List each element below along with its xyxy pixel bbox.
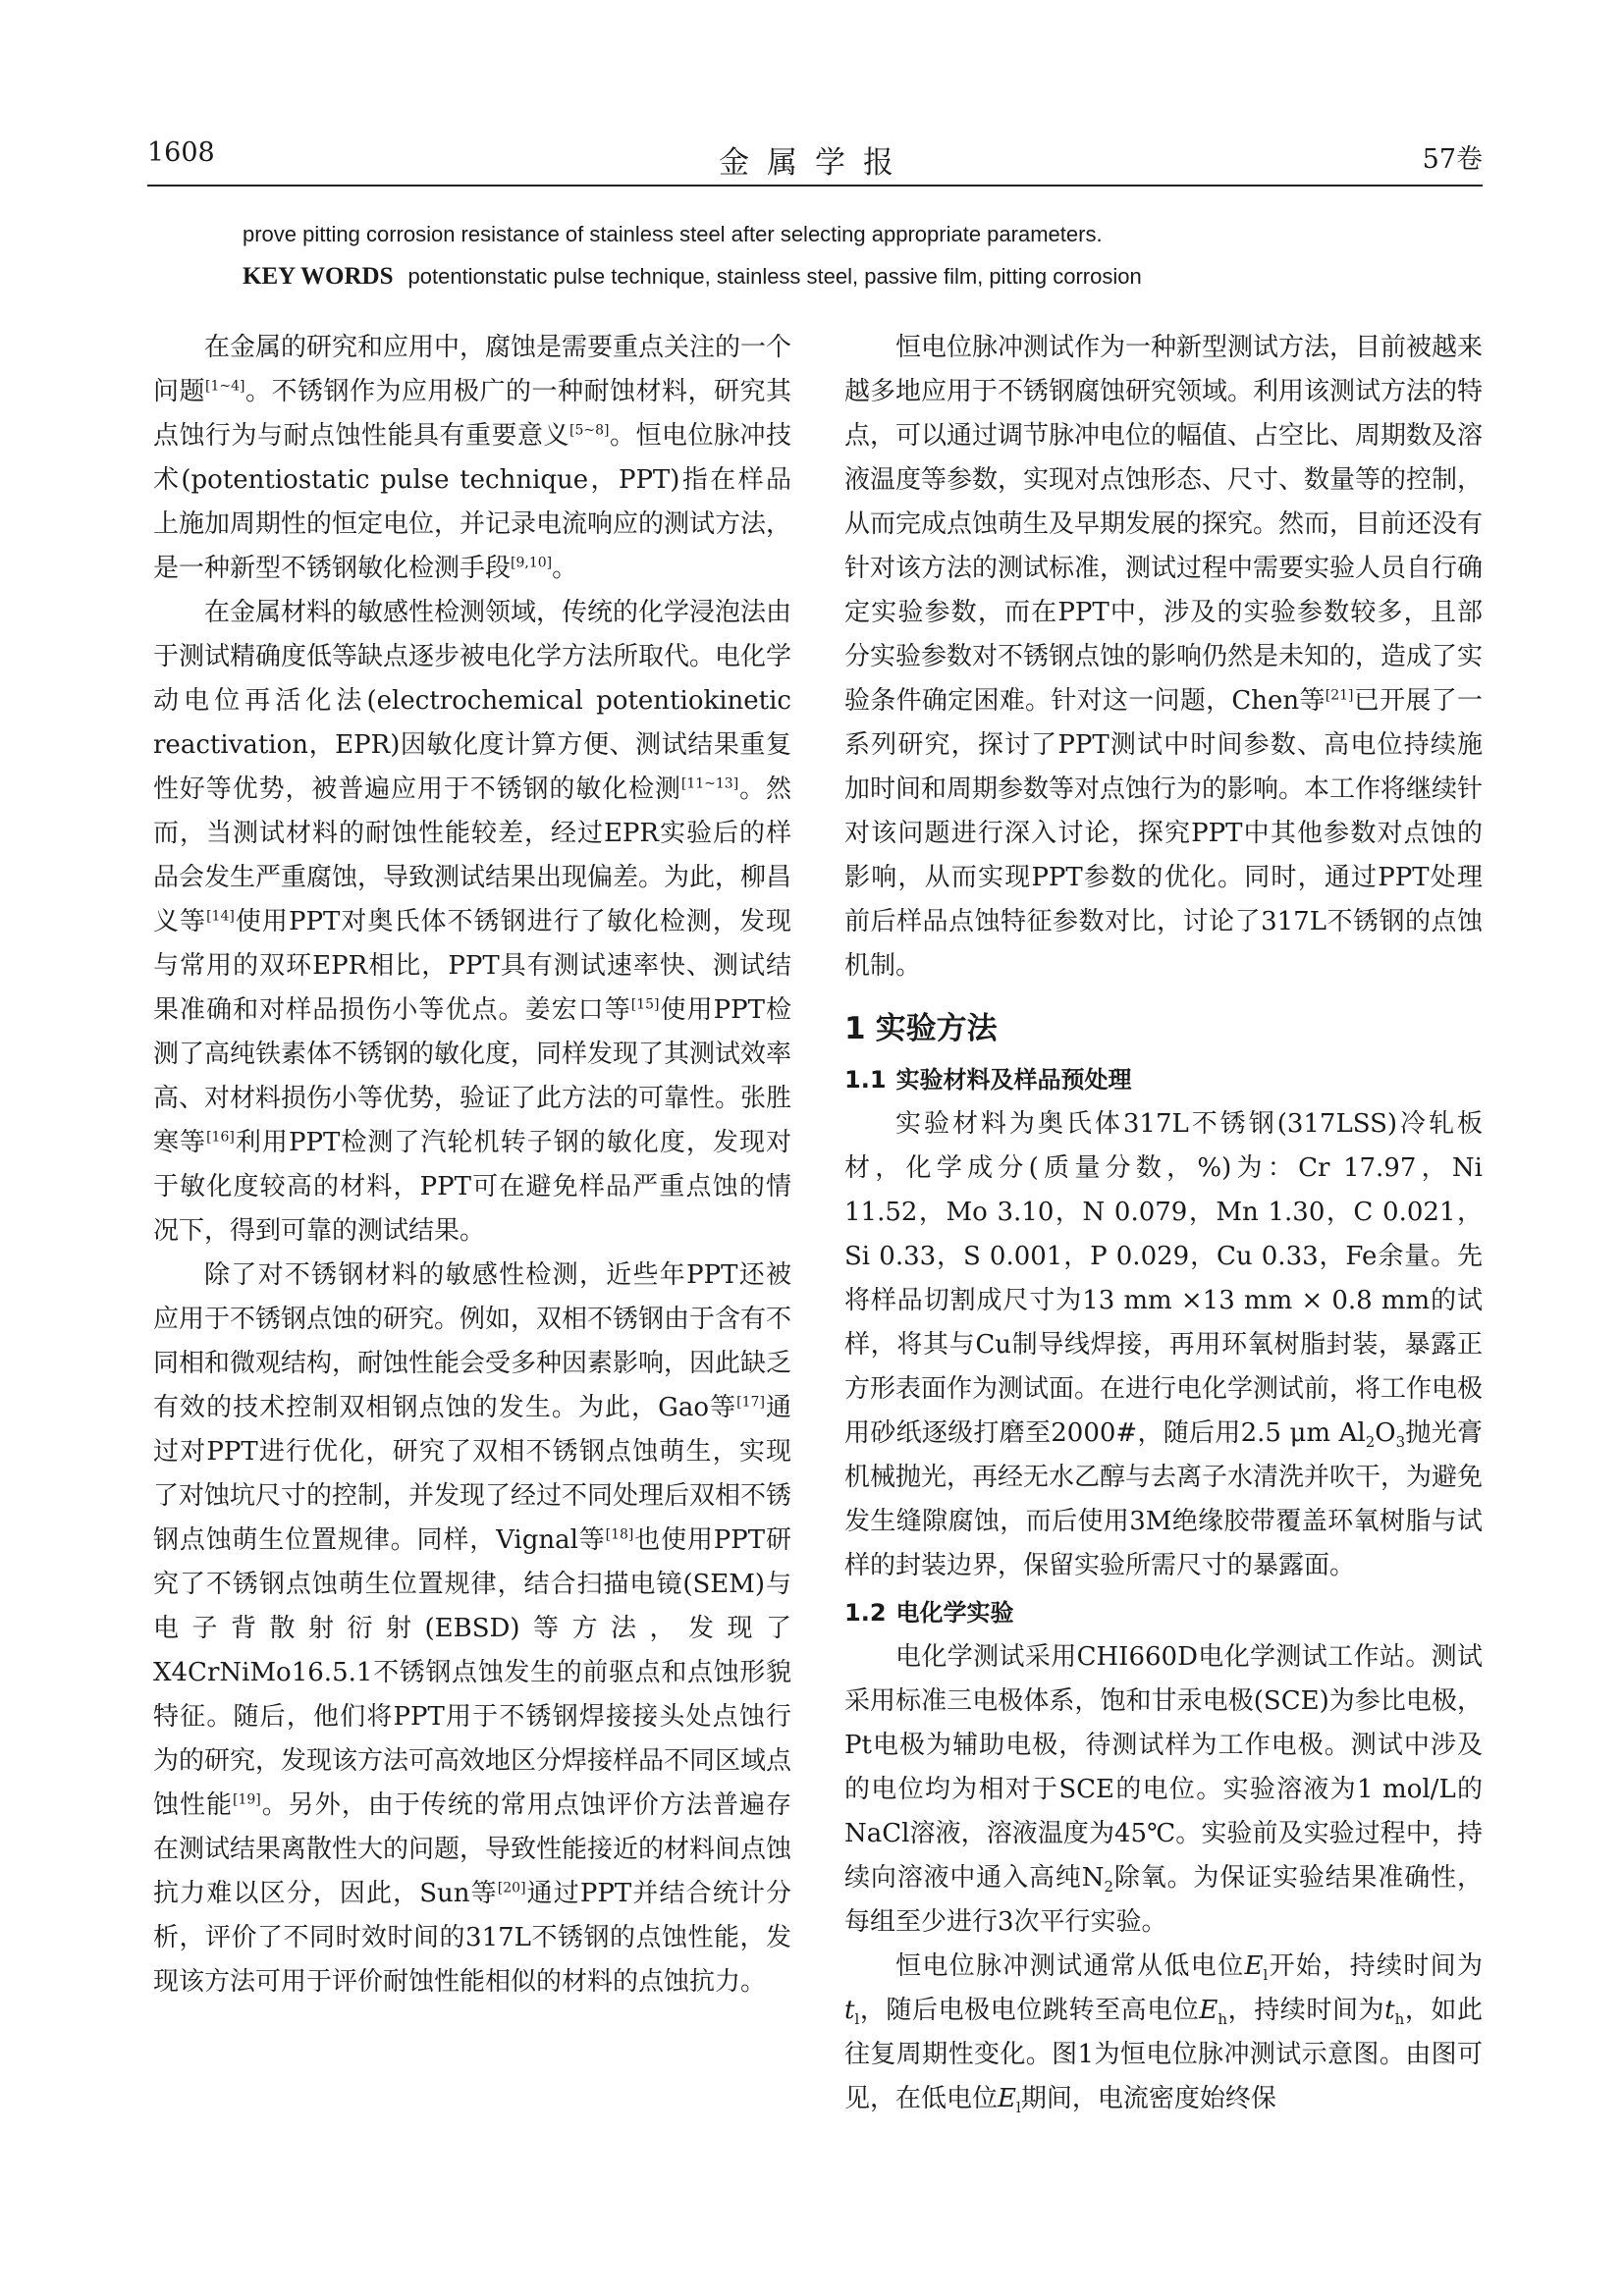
citation: [16]: [206, 1129, 235, 1146]
citation: [19]: [233, 1791, 261, 1808]
paragraph: 恒电位脉冲测试作为一种新型测试方法，目前被越来越多地应用于不锈钢腐蚀研究领域。利用该测试方法的特点，可以通过调节脉冲电位的幅值、占空比、周期数及溶液温度等参数，实现对点蚀形态、尺寸、数量等的控制，从而完成点蚀萌生及早期发展的探究。然而，目前还没有针对该方法的测试标准，测试过程中需要实验人员自行确定实验参数，而在PPT中，涉及的实验参数较多，且部分实验参数对不锈钢点蚀的影响仍然是未知的，造成了实验条件确定困难。针对这一问题，Chen等[21]已开展了一系列研究，探讨了PPT测试中时间参数、高电位持续施加时间和周期参数等对点蚀行为的影响。本工作将继续针对该问题进行深入讨论，探究PPT中其他参数对点蚀的影响，从而实现PPT参数的优化。同时，通过PPT处理前后样品点蚀特征参数对比，讨论了317L不锈钢的点蚀机制。: [844, 333, 1484, 981]
keywords-label: KEY WORDS: [243, 263, 394, 290]
citation: [18]: [605, 1526, 634, 1543]
subsection-heading: 1.1 实验材料及样品预处理: [844, 1066, 1132, 1094]
section-heading: 1 实验方法: [844, 1011, 998, 1046]
paragraph: 在金属材料的敏感性检测领域，传统的化学浸泡法由于测试精确度低等缺点逐步被电化学方法所取代。电化学动电位再活化法(electrochemical potentiokinetic reactivation，EPR)因敏化度计算方便、测试结果重复性好等优势，被普遍应用于不锈钢的敏化检测[11~13]。然而，当测试材料的耐蚀性能较差，经过EPR实验后的样品会发生严重腐蚀，导致测试结果出现偏差。为此，柳昌义等[14]使用PPT对奥氏体不锈钢进行了敏化检测，发现与常用的双环EPR相比，PPT具有测试速率快、测试结果准确和对样品损伤小等优点。姜宏口等[15]使用PPT检测了高纯铁素体不锈钢的敏化度，同样发现了其测试效率高、对材料损伤小等优势，验证了此方法的可靠性。张胜寒等[16]利用PPT检测了汽轮机转子钢的敏化度，发现对于敏化度较高的材料，PPT可在避免样品严重点蚀的情况下，得到可靠的测试结果。: [153, 598, 792, 1246]
paragraph: 恒电位脉冲测试通常从低电位$E_l$开始，持续时间为$t_l$，随后电极电位跳转至高电位$E_h$，持续时间为$t_h$，如此往复周期性变化。图1为恒电位脉冲测试示意图。由图可见，在低电位$E_l$期间，电流密度始终保: [844, 1951, 1483, 2117]
paragraph: 在金属的研究和应用中，腐蚀是需要重点关注的一个问题[1~4]。不锈钢作为应用极广的一种耐蚀材料，研究其点蚀行为与耐点蚀性能具有重要意义[5~8]。恒电位脉冲技术(potentiostatic pulse technique，PPT)指在样品上施加周期性的恒定电位，并记录电流响应的测试方法，是一种新型不锈钢敏化检测手段[9,10]。: [153, 333, 792, 583]
paragraph: 除了对不锈钢材料的敏感性检测，近些年PPT还被应用于不锈钢点蚀的研究。例如，双相不锈钢由于含有不同相和微观结构，耐蚀性能会受多种因素影响，因此缺乏有效的技术控制双相钢点蚀的发生。为此，Gao等[17]通过对PPT进行优化，研究了双相不锈钢点蚀萌生，实现了对蚀坑尺寸的控制，并发现了经过不同处理后双相不锈钢点蚀萌生位置规律。同样，Vignal等[18]也使用PPT研究了不锈钢点蚀萌生位置规律，结合扫描电镜(SEM)与电子背散射衍射(EBSD)等方法，发现了X4CrNiMo16.5.1不锈钢点蚀发生的前驱点和点蚀形貌特征。随后，他们将PPT用于不锈钢焊接接头处点蚀行为的研究，发现该方法可高效地区分焊接样品不同区域点蚀性能[19]。另外，由于传统的常用点蚀评价方法普遍存在测试结果离散性大的问题，导致性能接近的材料间点蚀抗力难以区分，因此，Sun等[20]通过PPT并结合统计分析，评价了不同时效时间的317L不锈钢的点蚀性能，发现该方法可用于评价耐蚀性能相似的材料的点蚀抗力。: [153, 1260, 792, 1997]
header-rule: [147, 185, 1483, 187]
citation: [5~8]: [569, 422, 610, 439]
page-number: 1608: [147, 137, 215, 168]
keywords: [243, 263, 1142, 291]
keywords-text: potentionstatic pulse technique, stainless steel, passive film, pitting corrosion: [407, 264, 1142, 289]
right-column: [844, 326, 1483, 2121]
volume-label: 57卷: [1422, 144, 1483, 175]
citation: [1~4]: [205, 378, 245, 395]
abstract-continuation: prove pitting corrosion resistance of stainless steel after selecting appropriate parameters.: [243, 222, 1103, 246]
paragraph: 实验材料为奥氏体317L不锈钢(317LSS)冷轧板材，化学成分(质量分数，%)为：Cr 17.97，Ni 11.52，Mo 3.10，N 0.079，Mn 1.30，C 0.021，Si 0.33，S 0.001，P 0.029，Cu 0.33，Fe余量。先将样品切割成尺寸为13 mm ×13 mm × 0.8 mm的试样，将其与Cu制导线焊接，再用环氧树脂封装，暴露正方形表面作为测试面。在进行电化学测试前，将工作电极用砂纸逐级打磨至2000#，随后用2.5 μm $Al_2O_3$抛光膏机械抛光，再经无水乙醇与去离子水清洗并吹干，为避免发生缝隙腐蚀，而后使用3M绝缘胶带覆盖环氧树脂与试样的封装边界，保留实验所需尺寸的暴露面。: [844, 1109, 1484, 1580]
citation: [14]: [206, 908, 235, 925]
journal-title: 金属学报: [719, 145, 911, 181]
citation: [17]: [736, 1394, 765, 1411]
running-header: [147, 137, 1483, 187]
citation: [21]: [1325, 687, 1354, 704]
paragraph: 电化学测试采用CHI660D电化学测试工作站。测试采用标准三电极体系，饱和甘汞电极(SCE)为参比电极，Pt电极为辅助电极，待测试样为工作电极。测试中涉及的电位均为相对于SCE的电位。实验溶液为1 mol/L的NaCl溶液，溶液温度为45℃。实验前及实验过程中，持续向溶液中通入高纯$N_2$除氧。为保证实验结果准确性，每组至少进行3次平行实验。: [844, 1642, 1483, 1937]
subsection-heading: 1.2 电化学实验: [844, 1599, 1014, 1627]
citation: [9,10]: [511, 555, 553, 571]
citation: [20]: [497, 1880, 526, 1896]
left-column: [153, 326, 791, 2004]
citation: [15]: [630, 996, 660, 1013]
citation: [11~13]: [680, 775, 739, 792]
